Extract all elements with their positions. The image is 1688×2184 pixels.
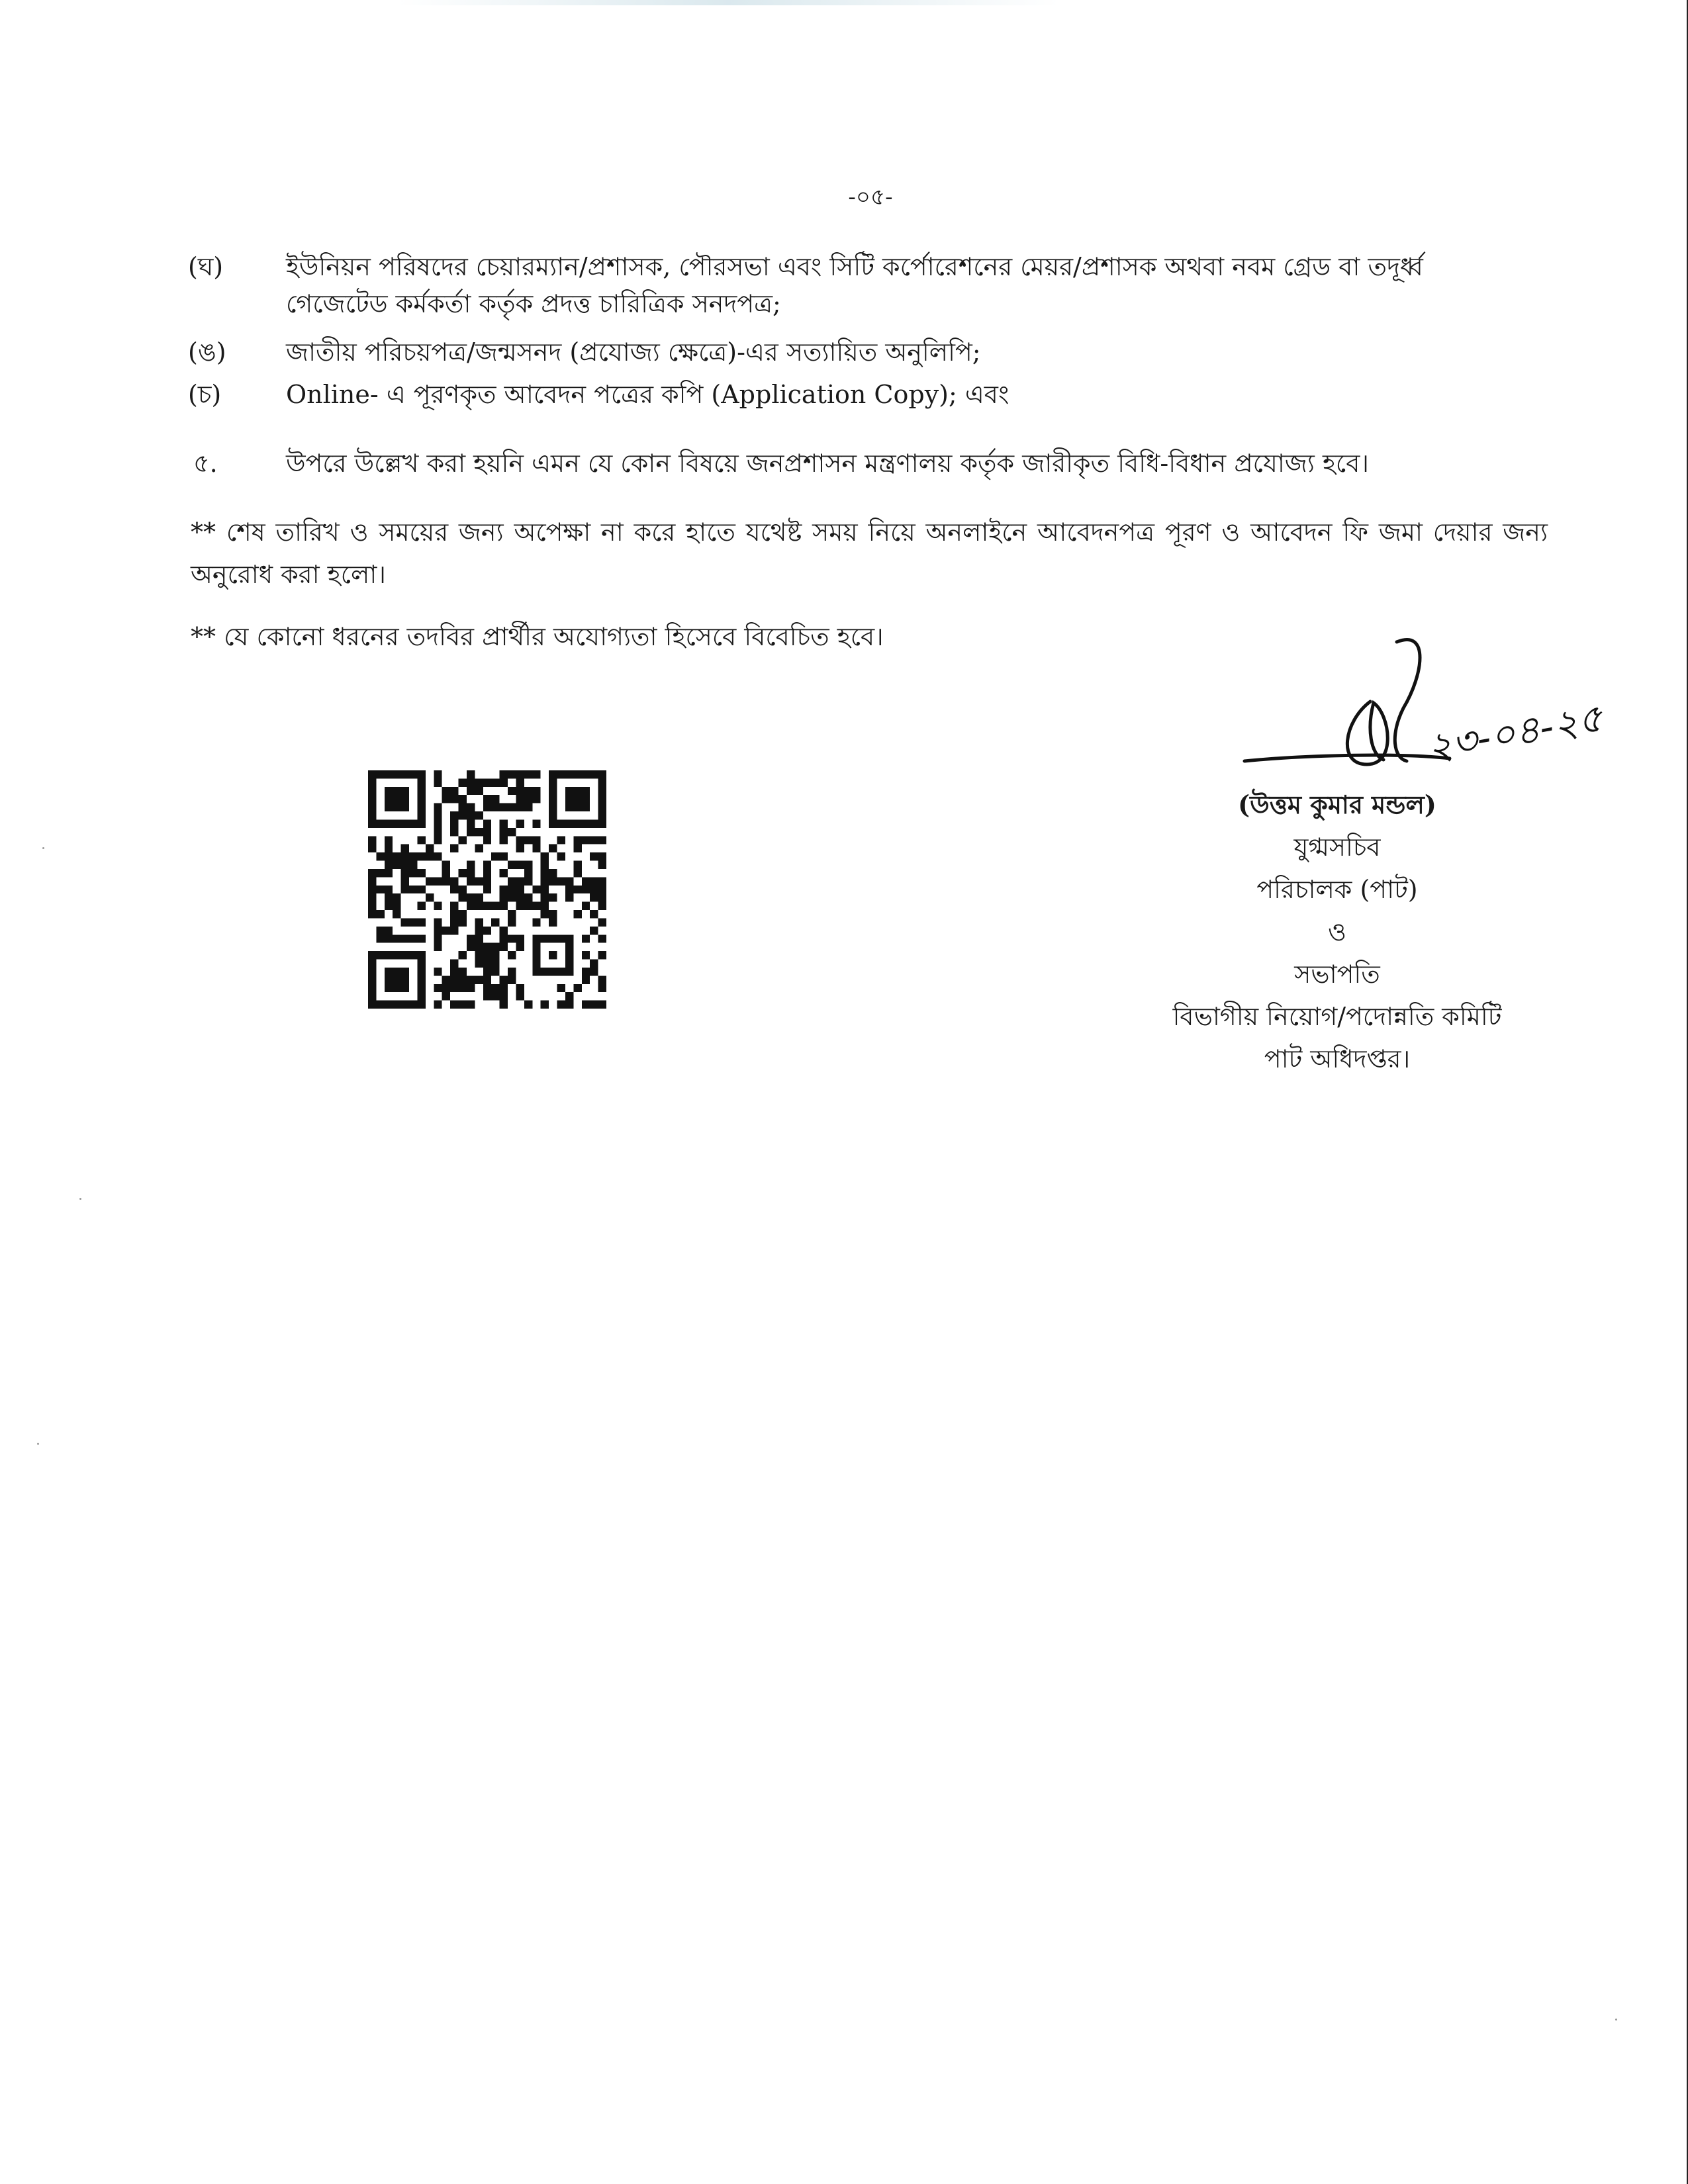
list-item-line: Online- এ পূরণকৃত আবেদন পত্রের কপি (Application Copy); এবং	[286, 380, 1009, 409]
signatory-office: পাট অধিদপ্তর।	[1264, 1044, 1411, 1073]
list-item-label: (চ)	[188, 380, 222, 409]
clause-text: উপরে উল্লেখ করা হয়নি এমন যে কোন বিষয়ে জনপ্রশাসন মন্ত্রণালয় কর্তৃক জারীকৃত বিধি-বিধান প্রযোজ্য হবে।	[286, 449, 1369, 478]
list-item-line: গেজেটেড কর্মকর্তা কর্তৃক প্রদত্ত চারিত্রিক সনদপত্র;	[286, 289, 781, 318]
note-deadline: ** শেষ তারিখ ও সময়ের জন্য অপেক্ষা না করে হাতে যথেষ্ট সময় নিয়ে অনলাইনে আবেদনপত্র পূরণ ও আবেদন ফি জমা দেয়ার জন্য অনুরোধ করা হলো।	[191, 518, 1548, 589]
list-item-label: (ঙ)	[188, 338, 226, 367]
page-number: -০৫-	[848, 184, 893, 210]
signatory-block	[1099, 784, 1575, 1080]
signatory-committee: বিভাগীয় নিয়োগ/পদোন্নতি কমিটি	[1172, 1002, 1502, 1031]
clause-label: ৫.	[193, 449, 218, 478]
scan-artifact	[397, 0, 1059, 5]
list-item-line: জাতীয় পরিচয়পত্র/জন্মসনদ (প্রযোজ্য ক্ষেত্রে)-এর সত্যায়িত অনুলিপি;	[286, 338, 981, 367]
clause-5	[193, 445, 1557, 482]
list-item-cha	[188, 376, 1552, 413]
scan-speck	[42, 847, 44, 849]
list-item-umo	[188, 334, 1552, 371]
scan-speck	[79, 1198, 81, 1200]
signature	[1231, 629, 1607, 794]
signatory-position: সভাপতি	[1294, 960, 1380, 989]
scan-speck	[1615, 2019, 1617, 2021]
signatory-name: (উত্তম কুমার মন্ডল)	[1238, 790, 1436, 819]
list-item-gha	[188, 248, 1552, 322]
signatory-conjunction: ও	[1328, 917, 1346, 946]
qr-code	[368, 770, 606, 1009]
list-item-line: ইউনিয়ন পরিষদের চেয়ারম্যান/প্রশাসক, পৌরসভা এবং সিটি কর্পোরেশনের মেয়র/প্রশাসক অথবা নবম গ্রেড বা তদূর্ধ্ব	[286, 252, 1423, 281]
list-item-label: (ঘ)	[188, 252, 224, 281]
signatory-designation: যুগ্মসচিব	[1293, 833, 1381, 862]
signatory-role: পরিচালক (পাট)	[1256, 875, 1418, 904]
note-lobbying: ** যে কোনো ধরনের তদবির প্রার্থীর অযোগ্যতা হিসেবে বিবেচিত হবে।	[191, 622, 884, 651]
scan-speck	[37, 1443, 39, 1445]
signature-date: ২৩-০৪-২৫	[1423, 695, 1607, 770]
